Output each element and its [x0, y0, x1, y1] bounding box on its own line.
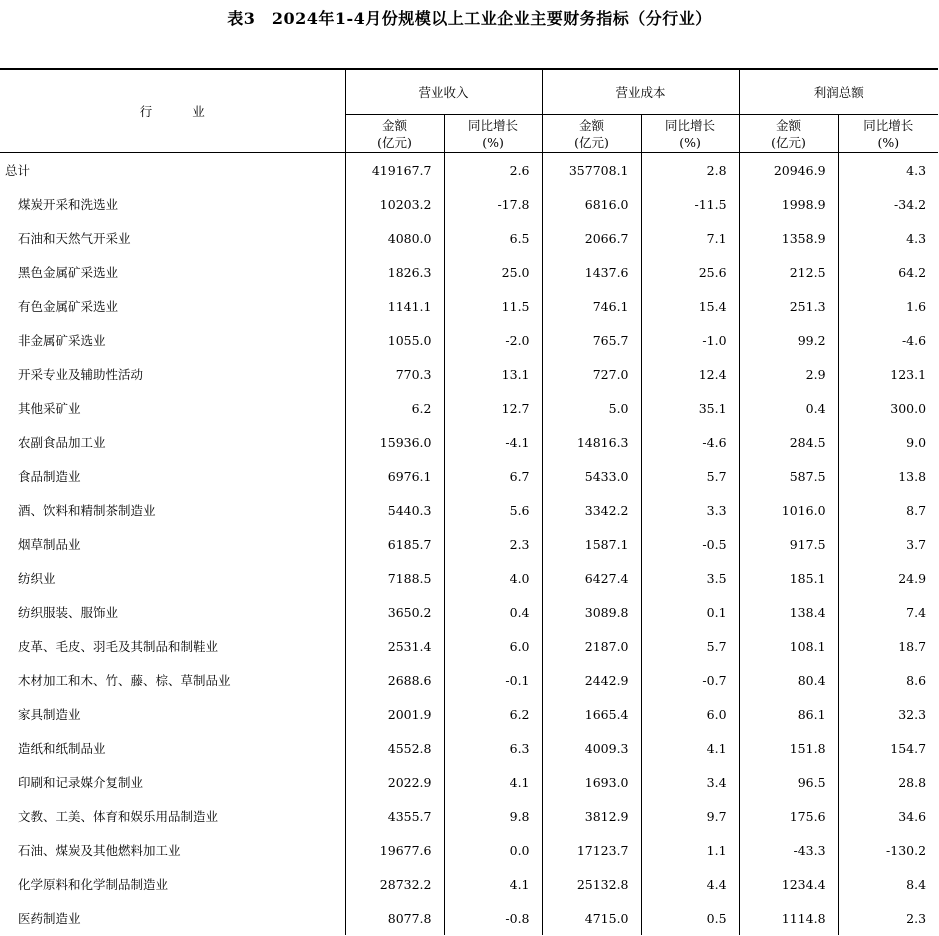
cost-growth-cell: 9.7 [641, 799, 739, 833]
profit-growth-cell: 28.8 [838, 765, 938, 799]
revenue-growth-header: 同比增长 (%) [444, 115, 542, 153]
cost-growth-cell: -4.6 [641, 425, 739, 459]
revenue-amount-cell: 4552.8 [345, 731, 444, 765]
cost-amount-cell: 3089.8 [542, 595, 641, 629]
profit-growth-cell: 1.6 [838, 289, 938, 323]
revenue-header: 营业收入 [345, 69, 542, 115]
profit-amount-cell: 108.1 [739, 629, 838, 663]
cost-amount-cell: 1587.1 [542, 527, 641, 561]
cost-amount-cell: 4715.0 [542, 901, 641, 935]
table-row [0, 799, 938, 833]
industry-name: 皮革、毛皮、羽毛及其制品和制鞋业 [18, 639, 219, 654]
cost-amount-cell: 5.0 [542, 391, 641, 425]
table-row [0, 765, 938, 799]
cost-growth-cell: 2.8 [641, 153, 739, 188]
profit-amount-cell: 1234.4 [739, 867, 838, 901]
revenue-amount-cell: 6976.1 [345, 459, 444, 493]
cost-amount-cell: 6816.0 [542, 187, 641, 221]
cost-amount-cell: 357708.1 [542, 153, 641, 188]
revenue-growth-cell: 9.8 [444, 799, 542, 833]
cost-amount-header: 金额 (亿元) [542, 115, 641, 153]
cost-growth-cell: 0.1 [641, 595, 739, 629]
cost-growth-cell: 25.6 [641, 255, 739, 289]
profit-amount-cell: 212.5 [739, 255, 838, 289]
cost-growth-cell: 6.0 [641, 697, 739, 731]
profit-amount-cell: 80.4 [739, 663, 838, 697]
profit-amount-cell: 917.5 [739, 527, 838, 561]
industry-name: 印刷和记录媒介复制业 [18, 775, 144, 790]
profit-amount-cell: 20946.9 [739, 153, 838, 188]
profit-amount-cell: 587.5 [739, 459, 838, 493]
total-row [0, 153, 938, 188]
cost-amount-cell: 727.0 [542, 357, 641, 391]
revenue-growth-cell: -0.8 [444, 901, 542, 935]
industry-name: 造纸和纸制品业 [18, 741, 106, 756]
table-row [0, 459, 938, 493]
revenue-growth-cell: 12.7 [444, 391, 542, 425]
table-row [0, 391, 938, 425]
table-row [0, 731, 938, 765]
table-row [0, 357, 938, 391]
cost-growth-cell: 4.1 [641, 731, 739, 765]
industry-name: 纺织业 [18, 571, 56, 586]
industry-name: 食品制造业 [18, 469, 81, 484]
profit-growth-cell: 8.6 [838, 663, 938, 697]
profit-growth-cell: 123.1 [838, 357, 938, 391]
cost-amount-cell: 2442.9 [542, 663, 641, 697]
industry-name: 纺织服装、服饰业 [18, 605, 119, 620]
table-row [0, 255, 938, 289]
profit-growth-cell: 7.4 [838, 595, 938, 629]
revenue-amount-cell: 1141.1 [345, 289, 444, 323]
revenue-amount-cell: 2688.6 [345, 663, 444, 697]
profit-amount-cell: 86.1 [739, 697, 838, 731]
revenue-growth-cell: 4.1 [444, 765, 542, 799]
cost-growth-header: 同比增长 (%) [641, 115, 739, 153]
profit-amount-header: 金额 (亿元) [739, 115, 838, 153]
industry-name: 木材加工和木、竹、藤、棕、草制品业 [18, 673, 231, 688]
industry-name: 家具制造业 [18, 707, 81, 722]
profit-amount-cell: 1016.0 [739, 493, 838, 527]
revenue-amount-cell: 8077.8 [345, 901, 444, 935]
table-row [0, 901, 938, 935]
table-row [0, 323, 938, 357]
industry-name: 黑色金属矿采选业 [18, 265, 119, 280]
profit-growth-header: 同比增长 (%) [838, 115, 938, 153]
industry-name: 非金属矿采选业 [18, 333, 106, 348]
profit-amount-cell: 99.2 [739, 323, 838, 357]
revenue-growth-cell: -4.1 [444, 425, 542, 459]
cost-growth-cell: 35.1 [641, 391, 739, 425]
revenue-amount-cell: 28732.2 [345, 867, 444, 901]
cost-growth-cell: 1.1 [641, 833, 739, 867]
revenue-amount-cell: 15936.0 [345, 425, 444, 459]
profit-amount-cell: 0.4 [739, 391, 838, 425]
revenue-growth-cell: 6.3 [444, 731, 542, 765]
profit-growth-cell: 18.7 [838, 629, 938, 663]
revenue-amount-cell: 5440.3 [345, 493, 444, 527]
revenue-amount-cell: 10203.2 [345, 187, 444, 221]
revenue-growth-cell: -17.8 [444, 187, 542, 221]
table-row [0, 697, 938, 731]
revenue-growth-cell: 2.6 [444, 153, 542, 188]
revenue-growth-cell: 5.6 [444, 493, 542, 527]
revenue-amount-cell: 6185.7 [345, 527, 444, 561]
profit-growth-cell: 4.3 [838, 153, 938, 188]
revenue-growth-cell: 25.0 [444, 255, 542, 289]
profit-growth-cell: 3.7 [838, 527, 938, 561]
table-row [0, 527, 938, 561]
profit-amount-cell: 251.3 [739, 289, 838, 323]
cost-amount-cell: 2187.0 [542, 629, 641, 663]
profit-growth-cell: 64.2 [838, 255, 938, 289]
financial-indicators-table [0, 68, 938, 935]
industry-name: 文教、工美、体育和娱乐用品制造业 [18, 809, 219, 824]
profit-growth-cell: 154.7 [838, 731, 938, 765]
profit-amount-cell: 185.1 [739, 561, 838, 595]
revenue-growth-cell: 4.1 [444, 867, 542, 901]
cost-growth-cell: 3.5 [641, 561, 739, 595]
profit-growth-cell: 2.3 [838, 901, 938, 935]
cost-amount-cell: 1693.0 [542, 765, 641, 799]
industry-name: 石油、煤炭及其他燃料加工业 [18, 843, 181, 858]
industry-name: 总计 [5, 163, 31, 178]
profit-amount-cell: 284.5 [739, 425, 838, 459]
industry-header: 行 业 [0, 69, 345, 153]
revenue-growth-cell: 13.1 [444, 357, 542, 391]
table-row [0, 561, 938, 595]
profit-amount-cell: 138.4 [739, 595, 838, 629]
revenue-growth-cell: 4.0 [444, 561, 542, 595]
industry-name: 其他采矿业 [18, 401, 81, 416]
table-row [0, 289, 938, 323]
revenue-amount-cell: 770.3 [345, 357, 444, 391]
profit-amount-cell: 1358.9 [739, 221, 838, 255]
profit-growth-cell: 300.0 [838, 391, 938, 425]
revenue-growth-cell: 6.7 [444, 459, 542, 493]
revenue-growth-cell: 0.0 [444, 833, 542, 867]
profit-amount-cell: 151.8 [739, 731, 838, 765]
revenue-amount-cell: 4080.0 [345, 221, 444, 255]
profit-amount-cell: 96.5 [739, 765, 838, 799]
table-row [0, 833, 938, 867]
revenue-amount-cell: 7188.5 [345, 561, 444, 595]
cost-growth-cell: -0.5 [641, 527, 739, 561]
profit-growth-cell: -34.2 [838, 187, 938, 221]
profit-header: 利润总额 [739, 69, 938, 115]
profit-growth-cell: 4.3 [838, 221, 938, 255]
cost-growth-cell: 12.4 [641, 357, 739, 391]
cost-growth-cell: 0.5 [641, 901, 739, 935]
revenue-growth-cell: 6.2 [444, 697, 542, 731]
cost-growth-cell: 15.4 [641, 289, 739, 323]
revenue-amount-header: 金额 (亿元) [345, 115, 444, 153]
table-row [0, 493, 938, 527]
cost-amount-cell: 746.1 [542, 289, 641, 323]
profit-growth-cell: 8.4 [838, 867, 938, 901]
cost-amount-cell: 2066.7 [542, 221, 641, 255]
industry-name: 有色金属矿采选业 [18, 299, 119, 314]
revenue-growth-cell: 2.3 [444, 527, 542, 561]
revenue-growth-cell: 6.5 [444, 221, 542, 255]
revenue-amount-cell: 4355.7 [345, 799, 444, 833]
industry-name: 石油和天然气开采业 [18, 231, 131, 246]
table-row [0, 187, 938, 221]
industry-name: 化学原料和化学制品制造业 [18, 877, 169, 892]
revenue-growth-cell: 6.0 [444, 629, 542, 663]
cost-amount-cell: 5433.0 [542, 459, 641, 493]
profit-growth-cell: 13.8 [838, 459, 938, 493]
industry-name: 烟草制品业 [18, 537, 81, 552]
cost-growth-cell: 4.4 [641, 867, 739, 901]
profit-growth-cell: -4.6 [838, 323, 938, 357]
cost-amount-cell: 6427.4 [542, 561, 641, 595]
table-row [0, 425, 938, 459]
table-body [0, 153, 938, 936]
cost-amount-cell: 17123.7 [542, 833, 641, 867]
revenue-growth-cell: -2.0 [444, 323, 542, 357]
revenue-amount-cell: 1826.3 [345, 255, 444, 289]
profit-amount-cell: 175.6 [739, 799, 838, 833]
profit-amount-cell: 2.9 [739, 357, 838, 391]
revenue-amount-cell: 19677.6 [345, 833, 444, 867]
revenue-amount-cell: 6.2 [345, 391, 444, 425]
profit-amount-cell: -43.3 [739, 833, 838, 867]
cost-growth-cell: -1.0 [641, 323, 739, 357]
revenue-amount-cell: 2022.9 [345, 765, 444, 799]
revenue-growth-cell: -0.1 [444, 663, 542, 697]
table-header [0, 69, 938, 153]
table-row [0, 663, 938, 697]
cost-growth-cell: 7.1 [641, 221, 739, 255]
profit-growth-cell: 9.0 [838, 425, 938, 459]
cost-header: 营业成本 [542, 69, 739, 115]
cost-amount-cell: 1437.6 [542, 255, 641, 289]
profit-growth-cell: 32.3 [838, 697, 938, 731]
cost-amount-cell: 1665.4 [542, 697, 641, 731]
cost-growth-cell: 3.3 [641, 493, 739, 527]
revenue-amount-cell: 2001.9 [345, 697, 444, 731]
revenue-growth-cell: 0.4 [444, 595, 542, 629]
cost-amount-cell: 3812.9 [542, 799, 641, 833]
industry-name: 农副食品加工业 [18, 435, 106, 450]
cost-growth-cell: -11.5 [641, 187, 739, 221]
table-row [0, 221, 938, 255]
profit-growth-cell: -130.2 [838, 833, 938, 867]
cost-growth-cell: 5.7 [641, 459, 739, 493]
cost-amount-cell: 14816.3 [542, 425, 641, 459]
cost-growth-cell: 3.4 [641, 765, 739, 799]
cost-amount-cell: 4009.3 [542, 731, 641, 765]
revenue-amount-cell: 3650.2 [345, 595, 444, 629]
industry-name: 医药制造业 [18, 911, 81, 926]
profit-growth-cell: 8.7 [838, 493, 938, 527]
revenue-amount-cell: 2531.4 [345, 629, 444, 663]
profit-growth-cell: 34.6 [838, 799, 938, 833]
cost-growth-cell: 5.7 [641, 629, 739, 663]
cost-growth-cell: -0.7 [641, 663, 739, 697]
profit-growth-cell: 24.9 [838, 561, 938, 595]
table-row [0, 629, 938, 663]
cost-amount-cell: 3342.2 [542, 493, 641, 527]
profit-amount-cell: 1114.8 [739, 901, 838, 935]
profit-amount-cell: 1998.9 [739, 187, 838, 221]
industry-name: 开采专业及辅助性活动 [18, 367, 144, 382]
revenue-growth-cell: 11.5 [444, 289, 542, 323]
cost-amount-cell: 25132.8 [542, 867, 641, 901]
page-title: 表3 2024年1-4月份规模以上工业企业主要财务指标（分行业） [227, 9, 712, 28]
table-row [0, 867, 938, 901]
cost-amount-cell: 765.7 [542, 323, 641, 357]
table-row [0, 595, 938, 629]
revenue-amount-cell: 419167.7 [345, 153, 444, 188]
industry-name: 煤炭开采和洗选业 [18, 197, 119, 212]
industry-name: 酒、饮料和精制茶制造业 [18, 503, 156, 518]
revenue-amount-cell: 1055.0 [345, 323, 444, 357]
